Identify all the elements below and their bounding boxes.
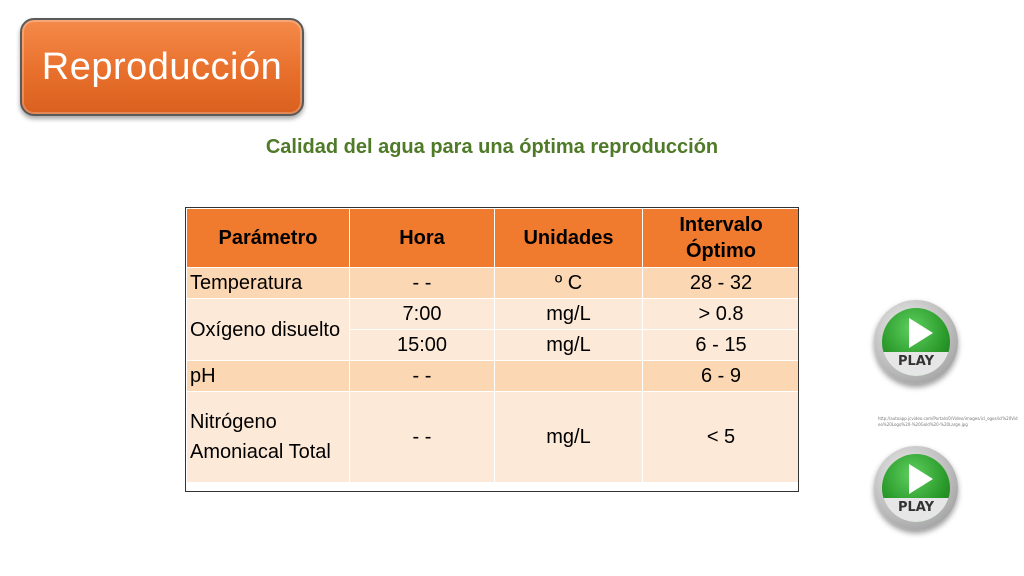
cell-param: Oxígeno disuelto: [187, 299, 350, 361]
table-row: [187, 361, 800, 392]
cell-intervalo: 28 - 32: [643, 268, 800, 299]
cell-param: Nitrógeno Amoniacal Total: [187, 392, 350, 483]
play-icon: [882, 308, 950, 376]
table-row: [187, 299, 800, 330]
slide-title: Reproducción: [41, 45, 283, 88]
cell-hora: - -: [350, 392, 495, 483]
cell-hora: 7:00: [350, 299, 495, 330]
cell-unidades: mg/L: [495, 330, 643, 361]
cell-hora: - -: [350, 361, 495, 392]
play-icon: [882, 454, 950, 522]
cell-intervalo: > 0.8: [643, 299, 800, 330]
header-parametro: Parámetro: [187, 209, 350, 268]
cell-hora: 15:00: [350, 330, 495, 361]
table-header-row: [187, 209, 800, 268]
play-button-label: PLAY: [897, 500, 935, 515]
play-button-2[interactable]: [874, 446, 958, 530]
cell-param: pH: [187, 361, 350, 392]
cell-intervalo: 6 - 15: [643, 330, 800, 361]
cell-intervalo: 6 - 9: [643, 361, 800, 392]
cell-unidades: mg/L: [495, 392, 643, 483]
cell-unidades: [495, 361, 643, 392]
water-quality-table: [186, 208, 800, 483]
table-row: [187, 268, 800, 299]
header-hora: Hora: [350, 209, 495, 268]
cell-hora: - -: [350, 268, 495, 299]
cell-unidades: º C: [495, 268, 643, 299]
header-intervalo: Intervalo Óptimo: [643, 209, 800, 268]
cell-intervalo: < 5: [643, 392, 800, 483]
slide-subtitle: Calidad del agua para una óptima reproducción: [265, 136, 719, 158]
image-credit: http://autoapp.jcvideo.com/Portals/0/Video/images/icl_ogos/icl%20Video%20Logo%20-%20Gold%20-%20Large.jpg: [878, 416, 1018, 427]
cell-unidades: mg/L: [495, 299, 643, 330]
title-box: [20, 18, 304, 116]
header-unidades: Unidades: [495, 209, 643, 268]
play-button-1[interactable]: [874, 300, 958, 384]
table-row: [187, 392, 800, 483]
cell-param: Temperatura: [187, 268, 350, 299]
play-button-label: PLAY: [897, 354, 935, 369]
